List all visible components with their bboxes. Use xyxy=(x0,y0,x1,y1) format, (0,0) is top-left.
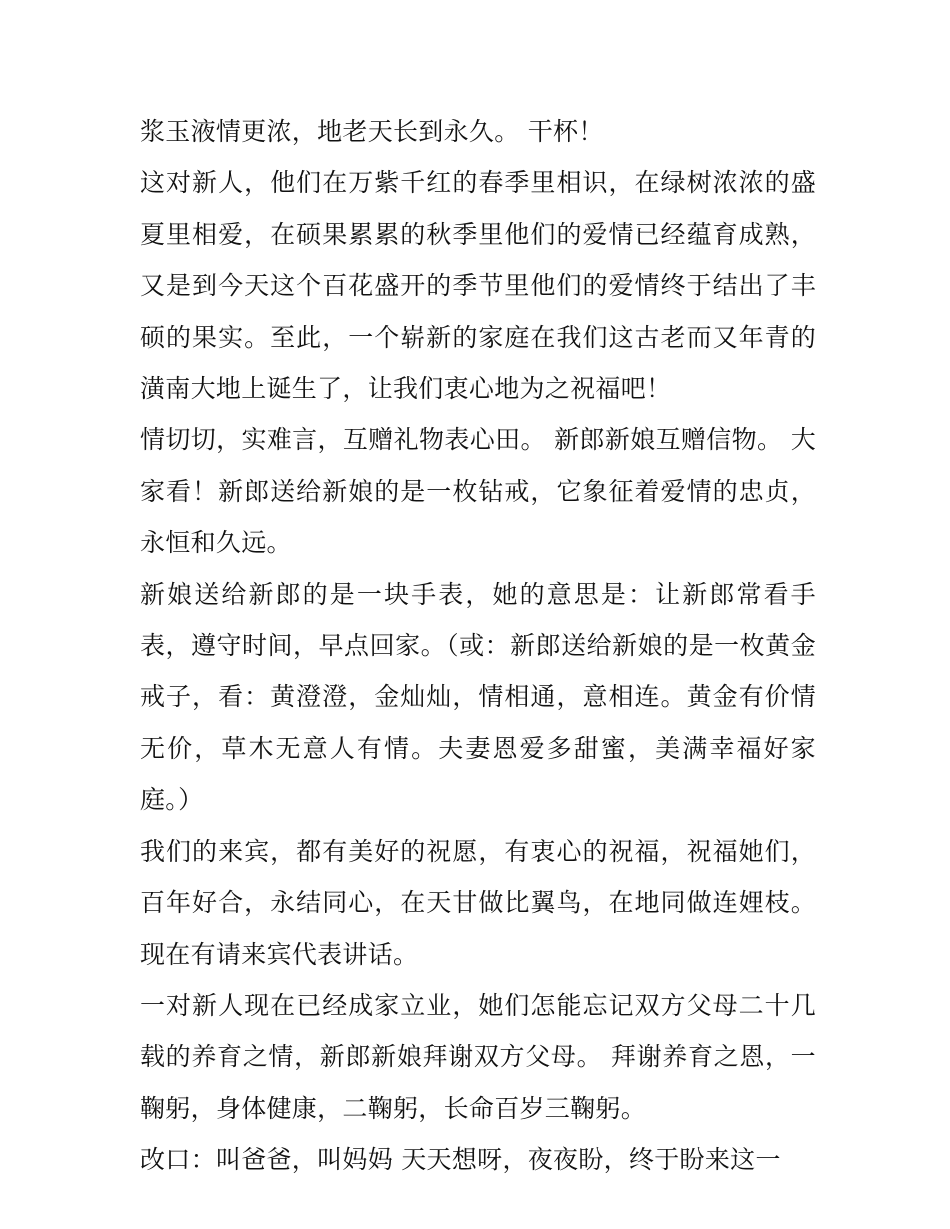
paragraph-bride-gift: 新娘送给新郎的是一块手表，她的意思是：让新郎常看手表，遵守时间，早点回家。（或：新郎送给新娘的是一枚黄金戒子，看：黄澄澄，金灿灿，情相通，意相连。黄金有价情无价，草木无意人有情。夫妻恩爱多甜蜜，美满幸福好家庭。） xyxy=(140,579,816,815)
paragraph-couple-story: 这对新人，他们在万紫千红的春季里相识，在绿树浓浓的盛夏里相爱，在硕果累累的秋季里他们的爱情已经蕴育成熟，又是到今天这个百花盛开的季节里他们的爱情终于结出了丰硕的果实。至此，一个崭新的家庭在我们这古老而又年青的潢南大地上诞生了，让我们衷心地为之祝福吧！ xyxy=(140,168,816,404)
paragraph-guest-blessing: 我们的来宾，都有美好的祝愿，有衷心的祝福，祝福她们，百年好合，永结同心，在天甘做比翼鸟，在地同做连娌枝。现在有请来宾代表讲话。 xyxy=(140,836,816,969)
paragraph-toast: 浆玉液情更浓，地老天长到永久。 干杯！ xyxy=(140,117,604,146)
paragraph-thank-parents: 一对新人现在已经成家立业，她们怎能忘记双方父母二十几载的养育之情，新郎新娘拜谢双方父母。 拜谢养育之恩，一鞠躬，身体健康，二鞠躬，长命百岁三鞠躬。 xyxy=(140,990,816,1123)
paragraph-gift-exchange: 情切切，实难言，互赠礼物表心田。 新郎新娘互赠信物。 大家看！新郎送给新娘的是一枚钻戒，它象征着爱情的忠贞，永恒和久远。 xyxy=(140,425,816,558)
paragraph-change-address: 改口：叫爸爸，叫妈妈 天天想呀，夜夜盼，终于盼来这一 xyxy=(140,1145,781,1175)
document-body xyxy=(140,106,816,1186)
